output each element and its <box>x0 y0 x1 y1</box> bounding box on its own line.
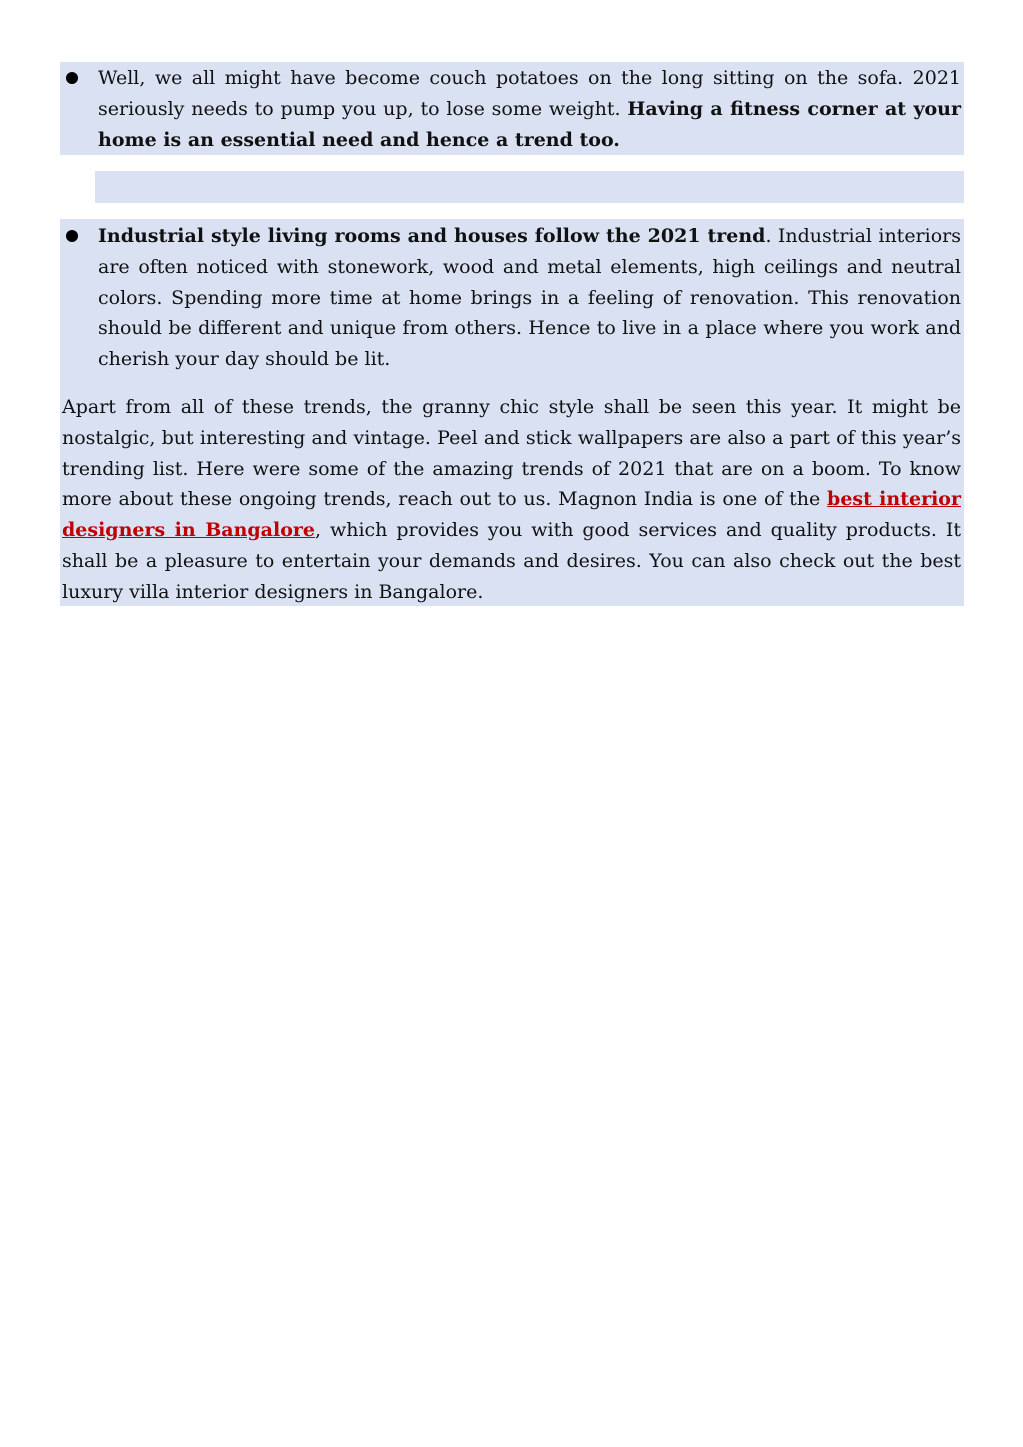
empty-highlighted-line <box>95 171 964 203</box>
bullet-normal-text: . Industrial interiors are often noticed with stonework, wood and metal elements, high ceilings and neutral colors. Spending more time at home brings in a feeling of renovation. This renovation should be different and unique from others. Hence to live in a place where you work and cherish your day should be lit. <box>98 225 961 371</box>
bullet-text <box>98 63 961 155</box>
closing-paragraph <box>60 388 964 606</box>
bullet-item-fitness-corner <box>60 62 964 155</box>
paragraph-text-before-link: Apart from all of these trends, the granny chic style shall be seen this year. It might be nostalgic, but interesting and vintage. Peel and stick wallpapers are also a part of this year’s trending list. Here were some of the amazing trends of 2021 that are on a boom. To know more about these ongoing trends, reach out to us. Magnon India is one of the <box>62 396 961 511</box>
bullet-text <box>98 221 961 375</box>
bullet-item-industrial-style <box>60 219 964 388</box>
best-interior-designers-link[interactable]: best interior designers in Bangalore <box>62 488 961 542</box>
bullet-bold-text: Having a fitness corner at your home is an essential need and hence a trend too. <box>98 97 961 151</box>
bullet-icon <box>66 72 78 84</box>
bullet-normal-text: Well, we all might have become couch potatoes on the long sitting on the sofa. 2021 seriously needs to pump you up, to lose some weight. <box>98 67 961 120</box>
bullet-icon <box>66 230 78 242</box>
paragraph-text-after-link: , which provides you with good services and quality products. It shall be a pleasure to entertain your demands and desires. You can also check out the best luxury villa interior designers in Bangalore. <box>62 519 961 603</box>
bullet-bold-text: Industrial style living rooms and houses follow the 2021 trend <box>98 225 766 247</box>
paragraph-text <box>62 392 961 608</box>
